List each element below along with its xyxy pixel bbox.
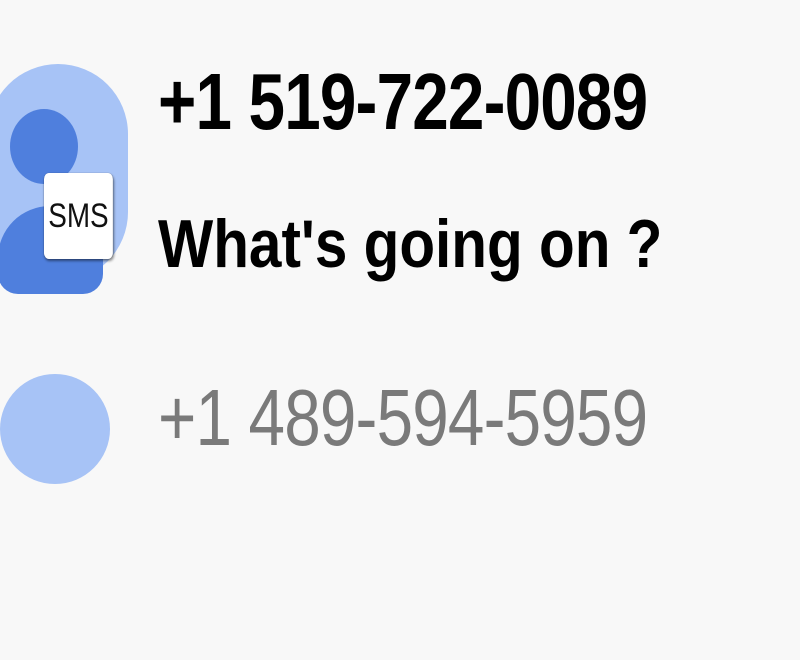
- contact-avatar: [0, 374, 110, 484]
- contact-name: +1 489-594-5959: [158, 373, 648, 462]
- contact-name: +1 519-722-0089: [158, 57, 648, 146]
- conversation-item[interactable]: [0, 350, 800, 660]
- message-preview: What's going on ?: [158, 206, 663, 282]
- conversation-item[interactable]: [0, 0, 800, 310]
- sms-badge: [44, 173, 113, 259]
- sms-badge-label: SMS: [48, 196, 109, 235]
